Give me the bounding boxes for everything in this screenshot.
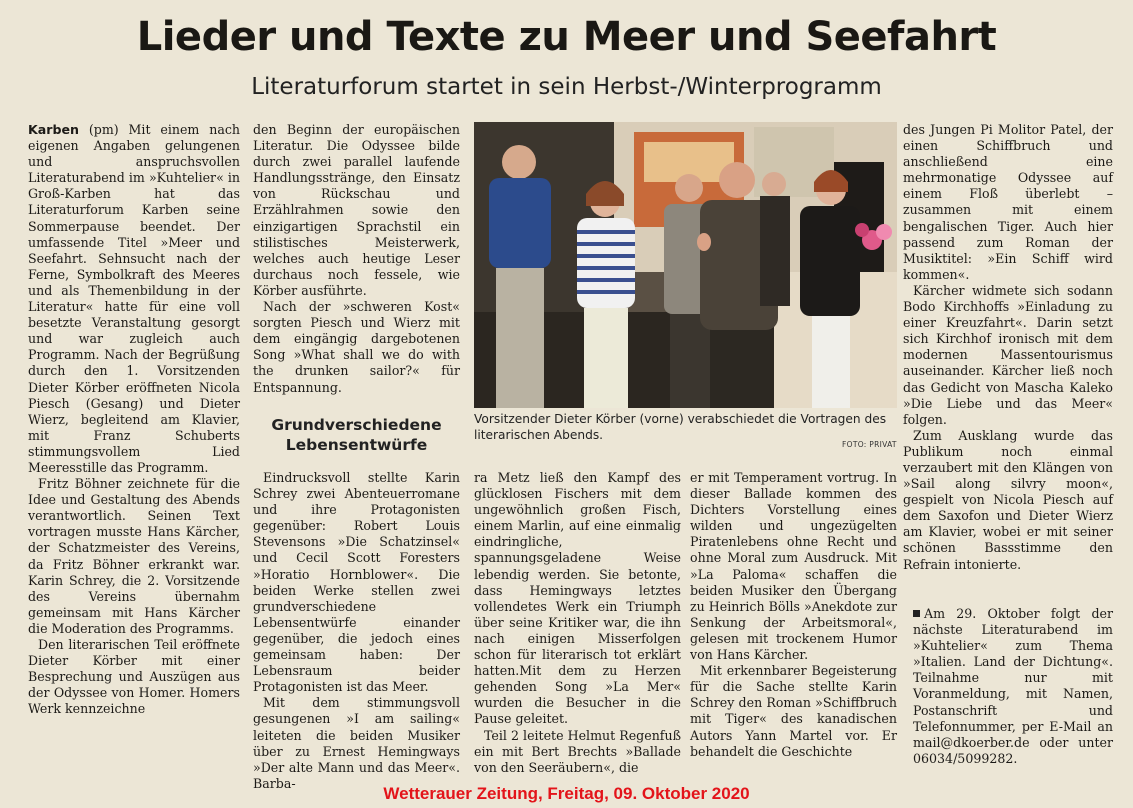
photo-illustration [474,122,897,408]
article-paragraph: Eindrucksvoll stellte Karin Schrey zwei Abenteuerromane und ihre Protagonisten gegenüber: Robert Louis Stevensons »Die Schatzinsel« und Cecil Scott Foresters »Horatio Hornblower«. Die beiden Werke stellen zwei grundverschiedene Lebensentwürfe einander gegenüber, die jedoch eines gemeinsam haben: Der Lebensraum beider Protagonisten ist das Meer. [253,470,460,695]
photo-credit: FOTO: PRIVAT [842,440,897,449]
notice-paragraph [913,606,1113,767]
headline: Lieder und Texte zu Meer und Seefahrt [136,14,997,60]
article-paragraph: Den literarischen Teil eröffnete Dieter Körber mit einer Besprechung und Auszügen aus der Odyssee von Homer. Homers Werk kennzeichne [28,637,240,717]
subheadline: Literaturforum startet in sein Herbst-/Winterprogramm [251,74,882,100]
notice-text: Am 29. Oktober folgt der nächste Literaturabend im »Kuhtelier« zum Thema »Italien. Land der Dichtung«. Teilnahme nur mit Voranmeldung, mit Namen, Postanschrift und Telefonnummer, per E-Mail an mail@dkoerber.de oder unter 06034/5099282. [913,606,1113,766]
article-paragraph: Fritz Böhner zeichnete für die Idee und Gestaltung des Abends verantwortlich. Seinen Text vortragen musste Hans Kärcher, der Schatzmeister des Vereins, da Fritz Böhner erkrankt war. Karin Schrey, die 2. Vorsitzende des Vereins übernahm gemeinsam mit Hans Kärcher die Moderation des Programms. [28,476,240,636]
crosshead: Grundverschiedene Lebensentwürfe [271,416,442,454]
article-column-3 [474,470,681,782]
bullet-square-icon [913,610,920,617]
article-paragraph: er mit Temperament vortrug. In dieser Ballade kommen des Dichters Vorstellung eines wilden und ungezügelten Piratenlebens ohne Recht und ohne Moral zum Ausdruck. Mit »La Paloma« schaffen die beiden Musiker den Übergang zu Heinrich Bölls »Anekdote zur Senkung der Arbeitsmoral«, gelesen mit trockenem Humor von Hans Kärcher. [690,470,897,663]
event-notice [913,606,1113,782]
article-column-1 [28,122,240,782]
article-paragraph: Mit erkennbarer Begeisterung für die Sache stellte Karin Schrey den Roman »Schiffbruch mit Tiger« des kanadischen Autors Yann Martel vor. Er behandelt die Geschichte [690,663,897,759]
event-photo [474,122,897,408]
article-paragraph: den Beginn der europäischen Literatur. Die Odyssee bilde durch zwei parallel laufende Handlungsstränge, den Einsatz von Rückschau und Erzählrahmen sowie den einzigartigen Sprachstil ein stilistisches Meisterwerk, welches auch heutige Leser durchaus noch fessele, wie Körber ausführte. [253,122,460,298]
article-paragraph [28,122,240,476]
article-paragraph: Kärcher widmete sich sodann Bodo Kirchhoffs »Einladung zu einer Kreuzfahrt«. Darin setzt sich Kirchhof ironisch mit dem modernen Massentourismus auseinander. Kärcher ließ noch das Gedicht von Mascha Kaleko »Die Liebe und das Meer« folgen. [903,282,1113,427]
source-footer: Wetterauer Zeitung, Freitag, 09. Oktober 2020 [383,784,750,803]
article-paragraph: Teil 2 leitete Helmut Regenfuß ein mit Bert Brechts »Ballade von den Seeräubern«, die [474,727,681,775]
article-paragraph: des Jungen Pi Molitor Patel, der einen Schiffbruch und anschließend eine mehrmonatige Odyssee auf einem Floß überlebt – zusammen mit einem bengalischen Tiger. Auch hier passend zum Roman der Musiktitel: »Ein Schiff wird kommen«. [903,122,1113,282]
article-paragraph: Mit dem stimmungsvoll gesungenen »I am sailing« leiteten die beiden Musiker über zu Ernest Hemingways »Der alte Mann und das Meer«. Barba- [253,695,460,791]
article-paragraph: ra Metz ließ den Kampf des glücklosen Fischers mit dem ungewöhnlich großen Fisch, einem Marlin, auf eine einmalig eindringliche, spannungsgeladene Weise lebendig werden. Sie betonte, dass Hemingways letztes vollendetes Werk ein Triumph über seine Kritiker war, die ihn nach einigen Misserfolgen schon für literarisch tot erklärt hatten.Mit dem zu Herzen gehenden Song »La Mer« wurden die Besucher in die Pause geleitet. [474,470,681,727]
photo-caption: Vorsitzender Dieter Körber (vorne) verabschiedet die Vortragen des literarischen Abends. [474,412,887,442]
article-column-2 [253,122,460,397]
article-column-2-lower [253,470,460,791]
article-paragraph: Zum Ausklang wurde das Publikum noch einmal verzaubert mit den Klängen von »Sail along silvry moon«, gespielt von Nicola Piesch auf dem Saxofon und Dieter Wierz am Klavier, wobei er mit seiner schönen Bassstimme den Refrain intonierte. [903,427,1113,572]
paragraph-text: (pm) Mit einem nach eigenen Angaben gelungenen und anspruchsvollen Literaturabend im »Kuhtelier« in Groß-Karben hat das Literaturforum Karben seine Sommerpause beendet. Der umfassende Titel »Meer und Seefahrt. Sehnsucht nach der Ferne, Symbolkraft des Meeres und als Themenbildung in der Literatur« hatte für eine voll besetzte Veranstaltung gesorgt und war zugleich auch Programm. Nach der Begrüßung durch den 1. Vorsitzenden Dieter Körber eröffneten Nicola Piesch (Gesang) und Dieter Wierz, begleitend am Klavier, mit Franz Schuberts stimmungsvollem Lied Meeresstille das Programm. [28,122,240,475]
article-column-5 [903,122,1113,592]
article-paragraph: Nach der »schweren Kost« sorgten Piesch und Wierz mit dem eingängig dargebotenen Song »What shall we do with the drunken sailor?« für Entspannung. [253,299,460,395]
article-column-4 [690,470,897,782]
dateline: Karben [28,122,79,137]
person-1 [489,145,551,408]
